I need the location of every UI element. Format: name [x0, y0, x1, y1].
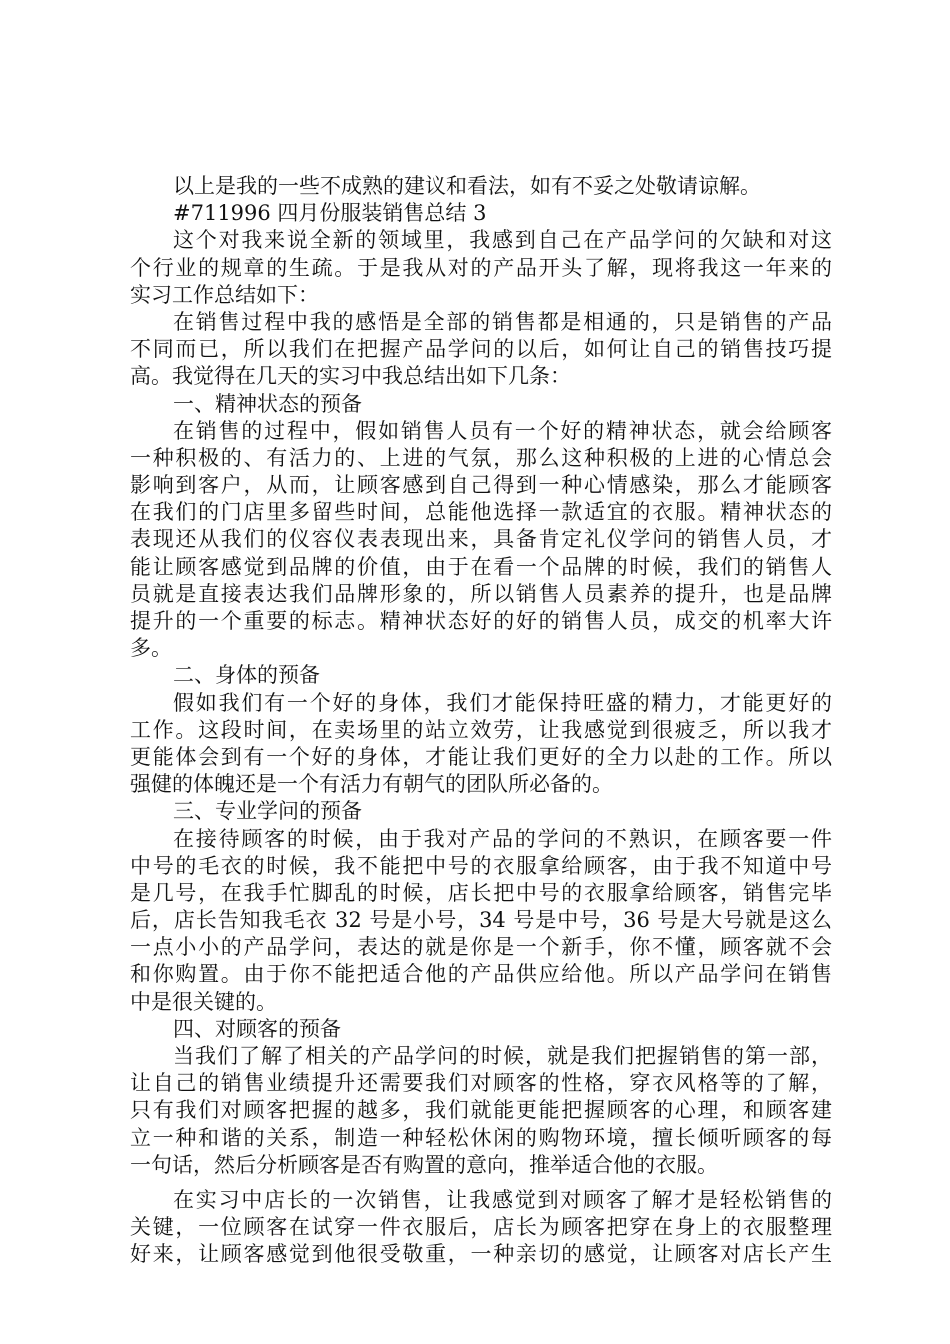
- text-line: 多。: [130, 636, 172, 661]
- text-line: 假如我们有一个好的身体，我们才能保持旺盛的精力，才能更好的: [173, 690, 832, 715]
- text-line: 中号的毛衣的时候，我不能把中号的衣服拿给顾客，由于我不知道中号: [130, 853, 832, 878]
- text-line: 一、精神状态的预备: [173, 391, 362, 416]
- text-line: 让自己的销售业绩提升还需要我们对顾客的性格，穿衣风格等的了解，: [130, 1071, 832, 1096]
- text-line: 能让顾客感觉到品牌的价值，由于在看一个品牌的时候，我们的销售人: [130, 554, 832, 579]
- text-line: 一点小小的产品学问，表达的就是你是一个新手，你不懂，顾客就不会: [130, 935, 832, 960]
- text-line: 工作。这段时间，在卖场里的站立效劳，让我感觉到很疲乏，所以我才: [130, 717, 832, 742]
- text-line: 一句话，然后分析顾客是否有购置的意向，推举适合他的衣服。: [130, 1152, 718, 1177]
- text-line: 不同而已，所以我们在把握产品学问的以后，如何让自己的销售技巧提: [130, 337, 832, 362]
- text-line: 个行业的规章的生疏。于是我从对的产品开头了解，现将我这一年来的: [130, 255, 832, 280]
- text-line: 立一种和谐的关系，制造一种轻松休闲的购物环境，擅长倾听顾客的每: [130, 1125, 832, 1150]
- text-line: 在接待顾客的时候，由于我对产品的学问的不熟识，在顾客要一件: [173, 826, 832, 851]
- text-line: 这个对我来说全新的领域里，我感到自己在产品学问的欠缺和对这: [173, 228, 832, 253]
- text-line: 在我们的门店里多留些时间，总能他选择一款适宜的衣服。精神状态的: [130, 500, 832, 525]
- text-line: 强健的体魄还是一个有活力有朝气的团队所必备的。: [130, 772, 613, 797]
- text-line: 只有我们对顾客把握的越多，我们就能更能把握顾客的心理，和顾客建: [130, 1098, 832, 1123]
- text-line: 一种积极的、有活力的、上进的气氛，那么这种积极的上进的心情总会: [130, 445, 832, 470]
- paragraph-gap: [130, 1179, 832, 1187]
- text-line: 以上是我的一些不成熟的建议和看法，如有不妥之处敬请谅解。: [173, 174, 761, 198]
- text-line: #711996 四月份服装销售总结 3: [173, 201, 487, 226]
- text-line: 后，店长告知我毛衣 32 号是小号，34 号是中号，36 号是大号就是这么: [130, 908, 832, 933]
- text-line: 和你购置。由于你不能把适合他的产品供应给他。所以产品学问在销售: [130, 962, 832, 987]
- text-line: 员就是直接表达我们品牌形象的，所以销售人员素养的提升，也是品牌: [130, 581, 832, 606]
- text-line: 关键，一位顾客在试穿一件衣服后，店长为顾客把穿在身上的衣服整理: [130, 1215, 832, 1240]
- text-line: 当我们了解了相关的产品学问的时候，就是我们把握销售的第一部，: [173, 1044, 832, 1068]
- text-line: 高。我觉得在几天的实习中我总结出如下几条：: [130, 364, 571, 389]
- text-line: 在实习中店长的一次销售，让我感觉到对顾客了解才是轻松销售的: [173, 1187, 832, 1212]
- text-line: 中是很关键的。: [130, 989, 277, 1014]
- text-line: 在销售的过程中，假如销售人员有一个好的精神状态，就会给顾客: [173, 418, 832, 443]
- text-line: 影响到客户，从而，让顾客感到自己得到一种心情感染，那么才能顾客: [130, 473, 832, 498]
- text-line: 表现还从我们的仪容仪表表现出来，具备肯定礼仪学问的销售人员，才: [130, 527, 832, 552]
- text-line: 提升的一个重要的标志。精神状态好的好的销售人员，成交的机率大许: [130, 609, 832, 633]
- text-line: 更能体会到有一个好的身体，才能让我们更好的全力以赴的工作。所以: [130, 744, 832, 769]
- document-body: [130, 173, 832, 1269]
- text-line: 在销售过程中我的感悟是全部的销售都是相通的，只是销售的产品: [173, 309, 832, 334]
- text-line: 四、对顾客的预备: [173, 1016, 341, 1041]
- text-line: 三、专业学问的预备: [173, 799, 362, 824]
- text-line: 好来，让顾客感觉到他很受敬重，一种亲切的感觉，让顾客对店长产生: [130, 1242, 832, 1267]
- text-line: 实习工作总结如下：: [130, 282, 319, 307]
- text-line: 是几号，在我手忙脚乱的时候，店长把中号的衣服拿给顾客，销售完毕: [130, 880, 832, 905]
- text-line: 二、身体的预备: [173, 663, 320, 688]
